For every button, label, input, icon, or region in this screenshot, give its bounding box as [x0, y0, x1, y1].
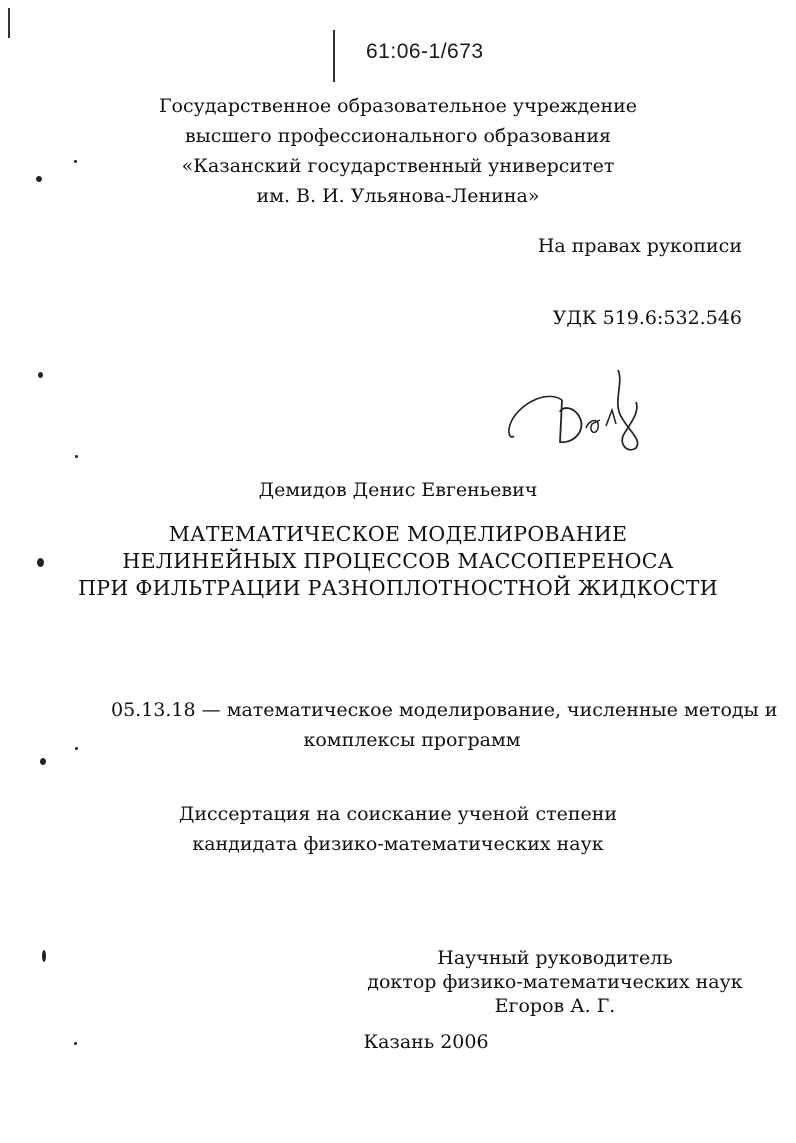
title-line: ПРИ ФИЛЬТРАЦИИ РАЗНОПЛОТНОСТНОЙ ЖИДКОСТИ: [78, 576, 718, 600]
institution-line: «Казанский государственный университет: [181, 155, 615, 177]
supervisor-line: доктор физико-математических наук: [367, 971, 743, 993]
udc-code: УДК 519.6:532.546: [552, 307, 742, 329]
scan-speck: [38, 372, 43, 378]
supervisor-line: Егоров А. Г.: [494, 995, 616, 1017]
degree-block: [0, 799, 796, 859]
catalog-number: 61:06-1/673: [366, 40, 484, 63]
supervisor-block: [340, 946, 770, 1018]
institution-line: им. В. И. Ульянова-Ленина»: [256, 185, 540, 207]
institution-line: Государственное образовательное учреждение: [158, 95, 638, 117]
thesis-title: [0, 521, 796, 602]
author-name: Демидов Денис Евгеньевич: [258, 479, 538, 501]
scan-mark-line: [8, 8, 10, 38]
degree-line: Диссертация на соискание ученой степени: [178, 803, 618, 825]
degree-line: кандидата физико-математических наук: [192, 833, 604, 855]
specialty-block: [0, 695, 796, 755]
specialty-line: 05.13.18 — математическое моделирование, численные методы и: [111, 699, 778, 721]
specialty-line: комплексы программ: [303, 729, 521, 751]
title-line: МАТЕМАТИЧЕСКОЕ МОДЕЛИРОВАНИЕ: [168, 522, 628, 546]
institution-line: высшего профессионального образования: [184, 125, 611, 147]
manuscript-rights: На правах рукописи: [537, 235, 742, 257]
scan-speck: [40, 758, 46, 765]
title-line: НЕЛИНЕЙНЫХ ПРОЦЕССОВ МАССОПЕРЕНОСА: [122, 549, 674, 573]
scan-speck: [42, 950, 46, 962]
scan-speck: [75, 455, 78, 458]
supervisor-line: Научный руководитель: [437, 947, 673, 969]
signature: [500, 362, 660, 458]
place-year: Казань 2006: [363, 1031, 489, 1053]
scan-mark-line: [333, 30, 335, 82]
institution-block: [0, 91, 796, 211]
